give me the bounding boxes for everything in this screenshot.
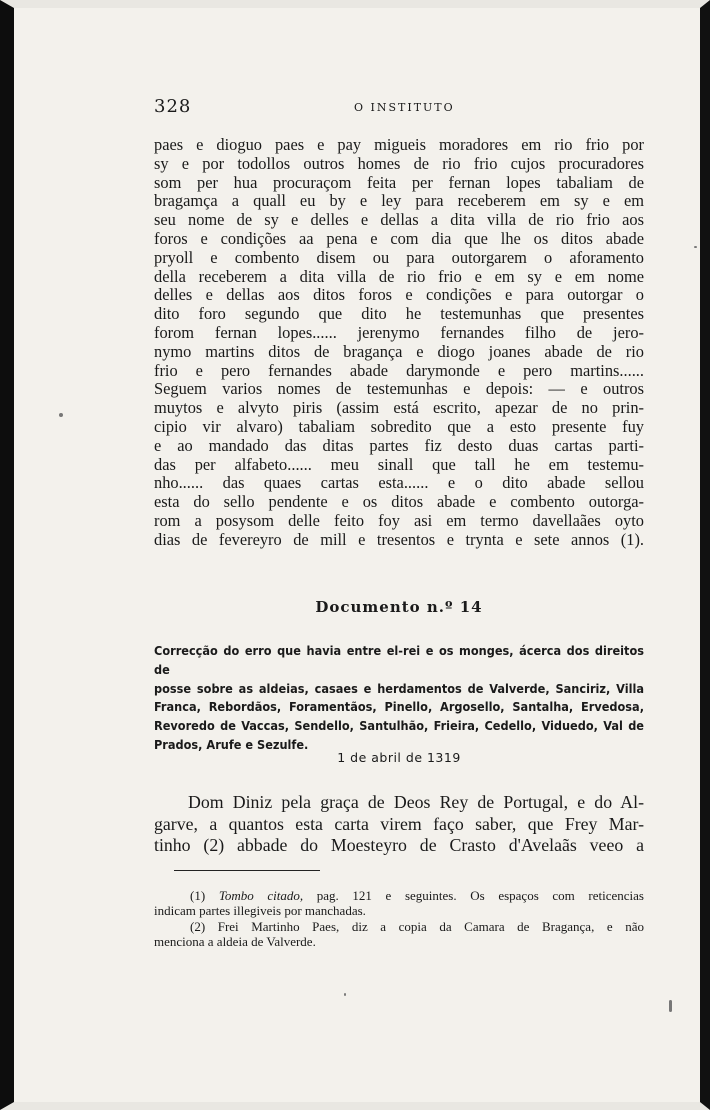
footnote-2-cont: menciona a aldeia de Valverde. [154,934,316,950]
footnote-divider [174,870,320,871]
text-line: rom a posysom delle feito foy asi em termo davellaães oyto [154,510,644,530]
footnote-1-cont: indicam partes illegiveis por manchadas. [154,903,366,919]
text-line: della receberem a dita villa de rio frio e em sy e em nome [154,266,644,286]
document-summary [154,642,644,755]
paper-speck [694,246,697,248]
text-line: frio e pero fernandes abade darymonde e pero martins...... [154,360,644,380]
text-line: nymo martins ditos de bragança e diogo joanes abade de rio [154,341,644,361]
text-line: bragamça a quall eu by e ley para receberem em sy e em [154,191,644,211]
text-line: som per hua procuraçom feita per fernan lopes tabaliam de [154,172,644,192]
summary-line: Revoredo de Vaccas, Sendello, Santulhão, Frieira, Cedello, Viduedo, Val de [154,718,644,734]
document-text [154,792,644,857]
text-line: sy e por todollos outros homes de rio frio cujos procuradores [154,153,644,173]
text-line: foros e condições aa pena e com dia que lhe os ditos abade [154,228,644,248]
page-header [154,96,654,120]
page-number: 328 [154,96,192,117]
footnote-2: (2) Frei Martinho Paes, diz a copia da Camara de Bragança, e não [190,918,644,934]
text-line: dias de fevereyro de mill e tresentos e trynta e sete annos (1). [154,529,644,549]
text-line: cipio vir alvaro) tabaliam sobredito que a esto presente fuy [154,416,644,436]
text-line: forom fernan lopes...... jerenymo fernandes filho de jero- [154,322,644,342]
body-text [154,136,644,550]
summary-line: Franca, Rebordãos, Foramentãos, Pinello, Argosello, Santalha, Ervedosa, [154,699,644,715]
summary-line: Correcção do erro que havia entre el-rei e os monges, ácerca dos direitos de [154,643,644,677]
text-line: paes e dioguo paes e pay migueis moradores em rio frio por [154,135,644,154]
document-date: 1 de abril de 1319 [337,750,461,765]
text-line: pryoll e combento disem ou para outorgarem o aforamento [154,247,644,267]
summary-line: posse sobre as aldeias, casaes e herdamentos de Valverde, Sanciriz, Villa [154,680,644,696]
summary-line: Prados, Arufe e Sezulfe. [154,736,309,752]
paper-speck [344,993,346,996]
text-line: delles e dellas aos ditos foros e condições e para outorgar o [154,285,644,305]
text-line: esta do sello pendente e os ditos abade e combento outorga- [154,492,644,512]
document-title: Documento n.º 14 [315,598,483,616]
footnote-marker: (1) [190,888,206,903]
footnotes [154,888,644,950]
paper-speck [669,1000,672,1012]
footnote-source: Tombo citado, [218,888,304,903]
footnote-text: pag. 121 e seguintes. Os espaços com reticencias [303,888,644,903]
running-head: O INSTITUTO [354,101,455,114]
text-line: garve, a quantos esta carta virem faço saber, que Frey Mar- [154,813,644,834]
footnote-1 [154,888,644,903]
text-line: Seguem varios nomes de testemunhas e depois: — e outros [154,379,644,399]
text-line: muytos e alvyto piris (assim está escrito, apezar de no prin- [154,398,644,418]
paper-speck [59,413,63,417]
text-line: e ao mandado das ditas partes fiz desto duas cartas parti- [154,435,644,455]
text-line: seu nome de sy e delles e dellas a dita villa de rio frio aos [154,210,644,230]
text-line: das per alfabeto...... meu sinall que tall he em testemu- [154,454,644,474]
text-line: Dom Diniz pela graça de Deos Rey de Portugal, e do Al- [188,792,644,812]
text-line: dito foro segundo que dito he testemunhas que presentes [154,304,644,324]
text-line: tinho (2) abbade do Moesteyro de Crasto d'Avelaãs veeo a [154,835,644,855]
text-line: nho...... das quaes cartas esta...... e o dito abade sellou [154,473,644,493]
